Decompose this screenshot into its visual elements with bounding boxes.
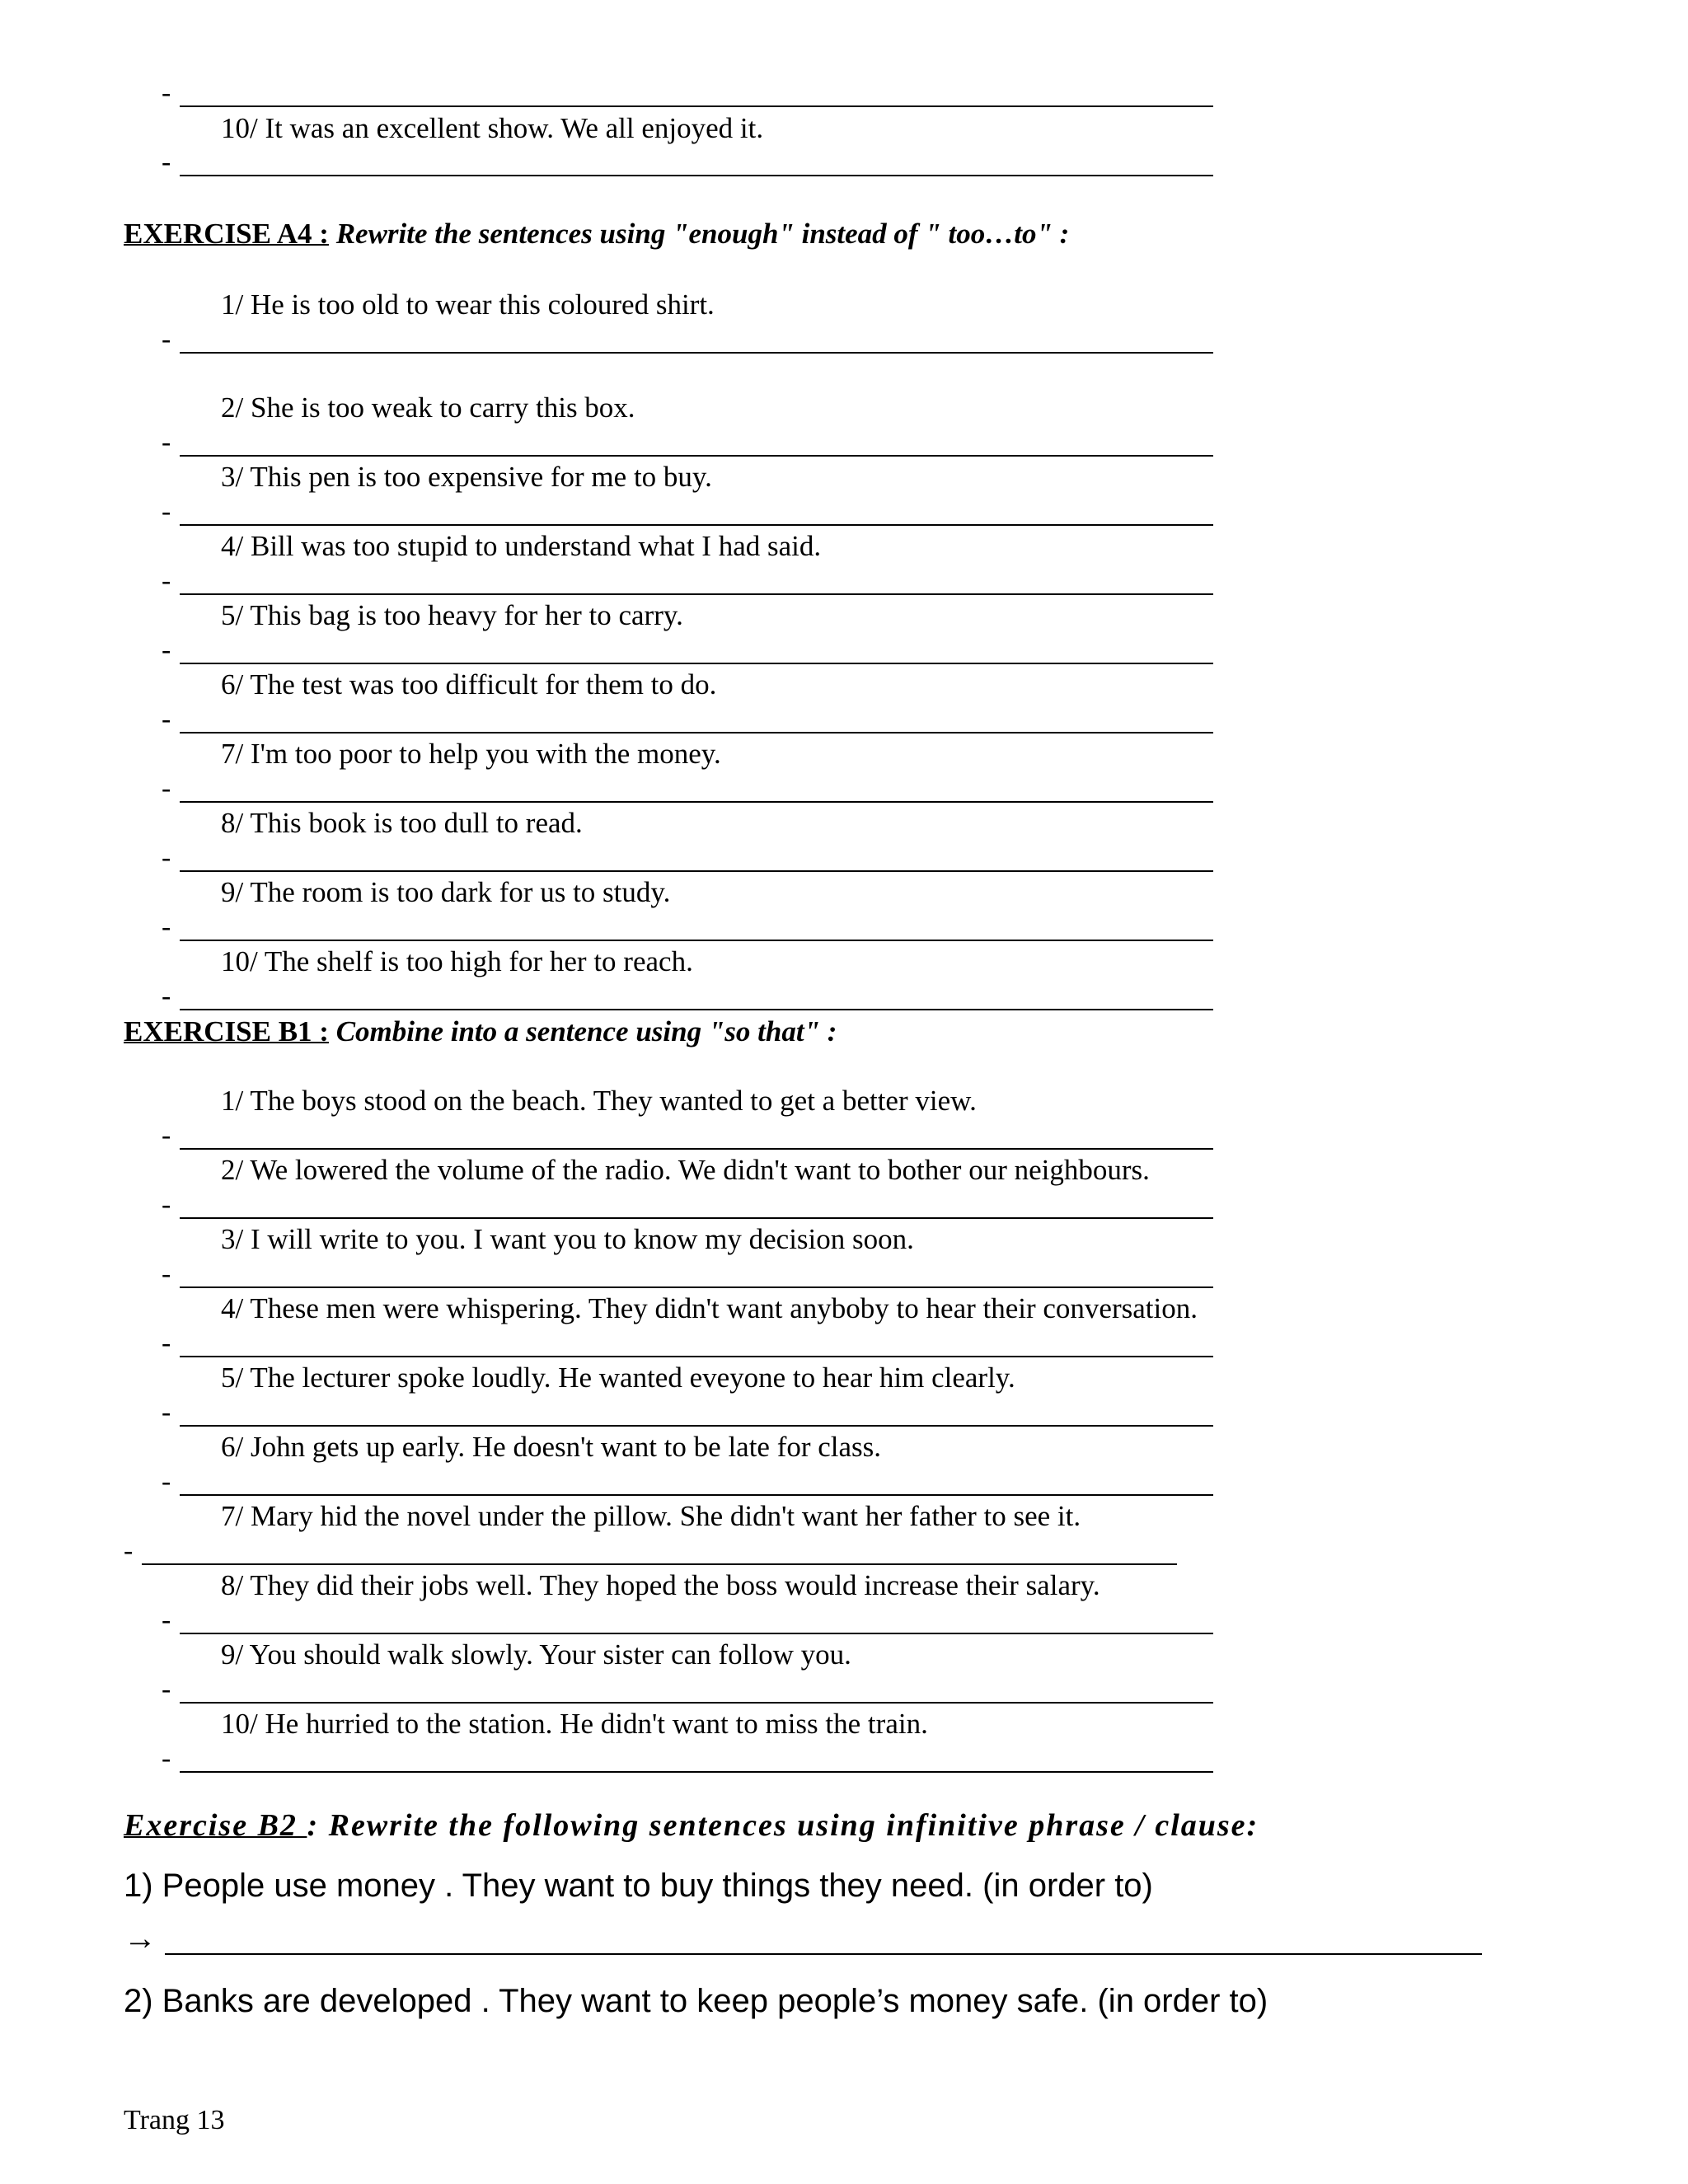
answer-dash: - — [162, 324, 171, 354]
answer-dash: - — [162, 773, 171, 804]
answer-line[interactable] — [180, 732, 1213, 733]
question-text: 10/ He hurried to the station. He didn't want to miss the train. — [221, 1708, 928, 1740]
question-text: 9/ You should walk slowly. Your sister can follow you. — [221, 1638, 851, 1671]
question-text: 1/ The boys stood on the beach. They wanted to get a better view. — [221, 1085, 977, 1117]
answer-line[interactable] — [180, 1356, 1213, 1357]
answer-line[interactable] — [180, 105, 1213, 107]
question-text: 4/ These men were whispering. They didn't want anyboby to hear their conversation. — [221, 1292, 1198, 1324]
answer-line[interactable] — [180, 870, 1213, 872]
question-text: 6/ The test was too difficult for them to do. — [221, 668, 717, 701]
question-text: 6/ John gets up early. He doesn't want to be late for class. — [221, 1431, 882, 1463]
question-text: 10/ It was an excellent show. We all enjoyed it. — [221, 112, 764, 144]
exercise-b1-label: EXERCISE B1 : — [124, 1015, 329, 1047]
answer-line[interactable] — [180, 175, 1213, 176]
answer-line[interactable] — [180, 524, 1213, 526]
exercise-b2-instruction: : Rewrite the following sentences using infinitive phrase / clause: — [307, 1808, 1259, 1843]
question-text: 8/ They did their jobs well. They hoped the boss would increase their salary. — [221, 1569, 1100, 1601]
answer-dash: - — [162, 1120, 171, 1151]
answer-line[interactable] — [180, 1286, 1213, 1288]
answer-dash: - — [162, 1674, 171, 1704]
answer-line[interactable] — [180, 1494, 1213, 1496]
answer-dash: - — [162, 1258, 171, 1289]
answer-dash: - — [162, 1397, 171, 1427]
exercise-b2-heading — [124, 1810, 1259, 1841]
answer-line[interactable] — [142, 1563, 1177, 1565]
answer-dash: - — [162, 565, 171, 596]
answer-dash: - — [162, 912, 171, 942]
answer-dash: - — [162, 496, 171, 527]
answer-line[interactable] — [180, 352, 1213, 354]
answer-dash: - — [162, 77, 171, 108]
answer-dash: - — [162, 1189, 171, 1220]
answer-line[interactable] — [180, 663, 1213, 664]
answer-dash: - — [162, 1743, 171, 1774]
answer-dash: - — [162, 1605, 171, 1635]
question-text: 3/ I will write to you. I want you to know my decision soon. — [221, 1223, 914, 1255]
answer-line[interactable] — [180, 801, 1213, 803]
answer-dash: - — [162, 1466, 171, 1497]
question-text: 4/ Bill was too stupid to understand what I had said. — [221, 530, 822, 562]
answer-dash: - — [162, 147, 171, 177]
answer-dash: - — [124, 1535, 134, 1566]
question-text: 10/ The shelf is too high for her to reach. — [221, 945, 693, 977]
question-text: 2/ We lowered the volume of the radio. We didn't want to bother our neighbours. — [221, 1154, 1150, 1186]
exercise-a4-label: EXERCISE A4 : — [124, 218, 329, 250]
question-text: 8/ This book is too dull to read. — [221, 807, 583, 839]
question-text: 5/ The lecturer spoke loudly. He wanted eveyone to hear him clearly. — [221, 1361, 1015, 1394]
question-text: 1) People use money . They want to buy things they need. (in order to) — [124, 1868, 1153, 1904]
question-text: 2) Banks are developed . They want to keep people’s money safe. (in order to) — [124, 1983, 1268, 2019]
answer-line[interactable] — [180, 1633, 1213, 1634]
question-text: 5/ This bag is too heavy for her to carry. — [221, 599, 683, 631]
exercise-b1-instruction: Combine into a sentence using "so that" : — [335, 1015, 837, 1047]
answer-line[interactable] — [180, 940, 1213, 941]
answer-dash: - — [162, 1328, 171, 1358]
answer-dash: - — [162, 635, 171, 665]
arrow-icon: → — [124, 1920, 157, 1957]
answer-line[interactable] — [180, 1217, 1213, 1219]
answer-dash: - — [162, 704, 171, 734]
answer-line[interactable] — [180, 455, 1213, 457]
exercise-b1-heading — [124, 1017, 837, 1046]
exercise-a4-instruction: Rewrite the sentences using "enough" instead of " too…to" : — [335, 218, 1070, 250]
answer-line[interactable] — [180, 1148, 1213, 1150]
answer-line[interactable] — [180, 1425, 1213, 1427]
answer-line[interactable] — [180, 1009, 1213, 1010]
question-text: 3/ This pen is too expensive for me to buy. — [221, 461, 712, 493]
answer-dash: - — [162, 981, 171, 1011]
answer-line[interactable] — [180, 1771, 1213, 1773]
answer-line[interactable] — [180, 1702, 1213, 1704]
question-text: 7/ I'm too poor to help you with the money. — [221, 738, 721, 770]
answer-line[interactable] — [180, 593, 1213, 595]
answer-line[interactable] — [165, 1953, 1482, 1955]
page-footer: Trang 13 — [124, 2105, 225, 2135]
question-text: 9/ The room is too dark for us to study. — [221, 876, 671, 908]
answer-dash: - — [162, 842, 171, 873]
question-text: 1/ He is too old to wear this coloured shirt. — [221, 288, 715, 321]
question-text: 2/ She is too weak to carry this box. — [221, 391, 635, 424]
exercise-a4-heading — [124, 219, 1069, 248]
answer-dash: - — [162, 427, 171, 457]
question-text: 7/ Mary hid the novel under the pillow. She didn't want her father to see it. — [221, 1500, 1081, 1532]
exercise-b2-label: Exercise B2 — [124, 1808, 307, 1843]
